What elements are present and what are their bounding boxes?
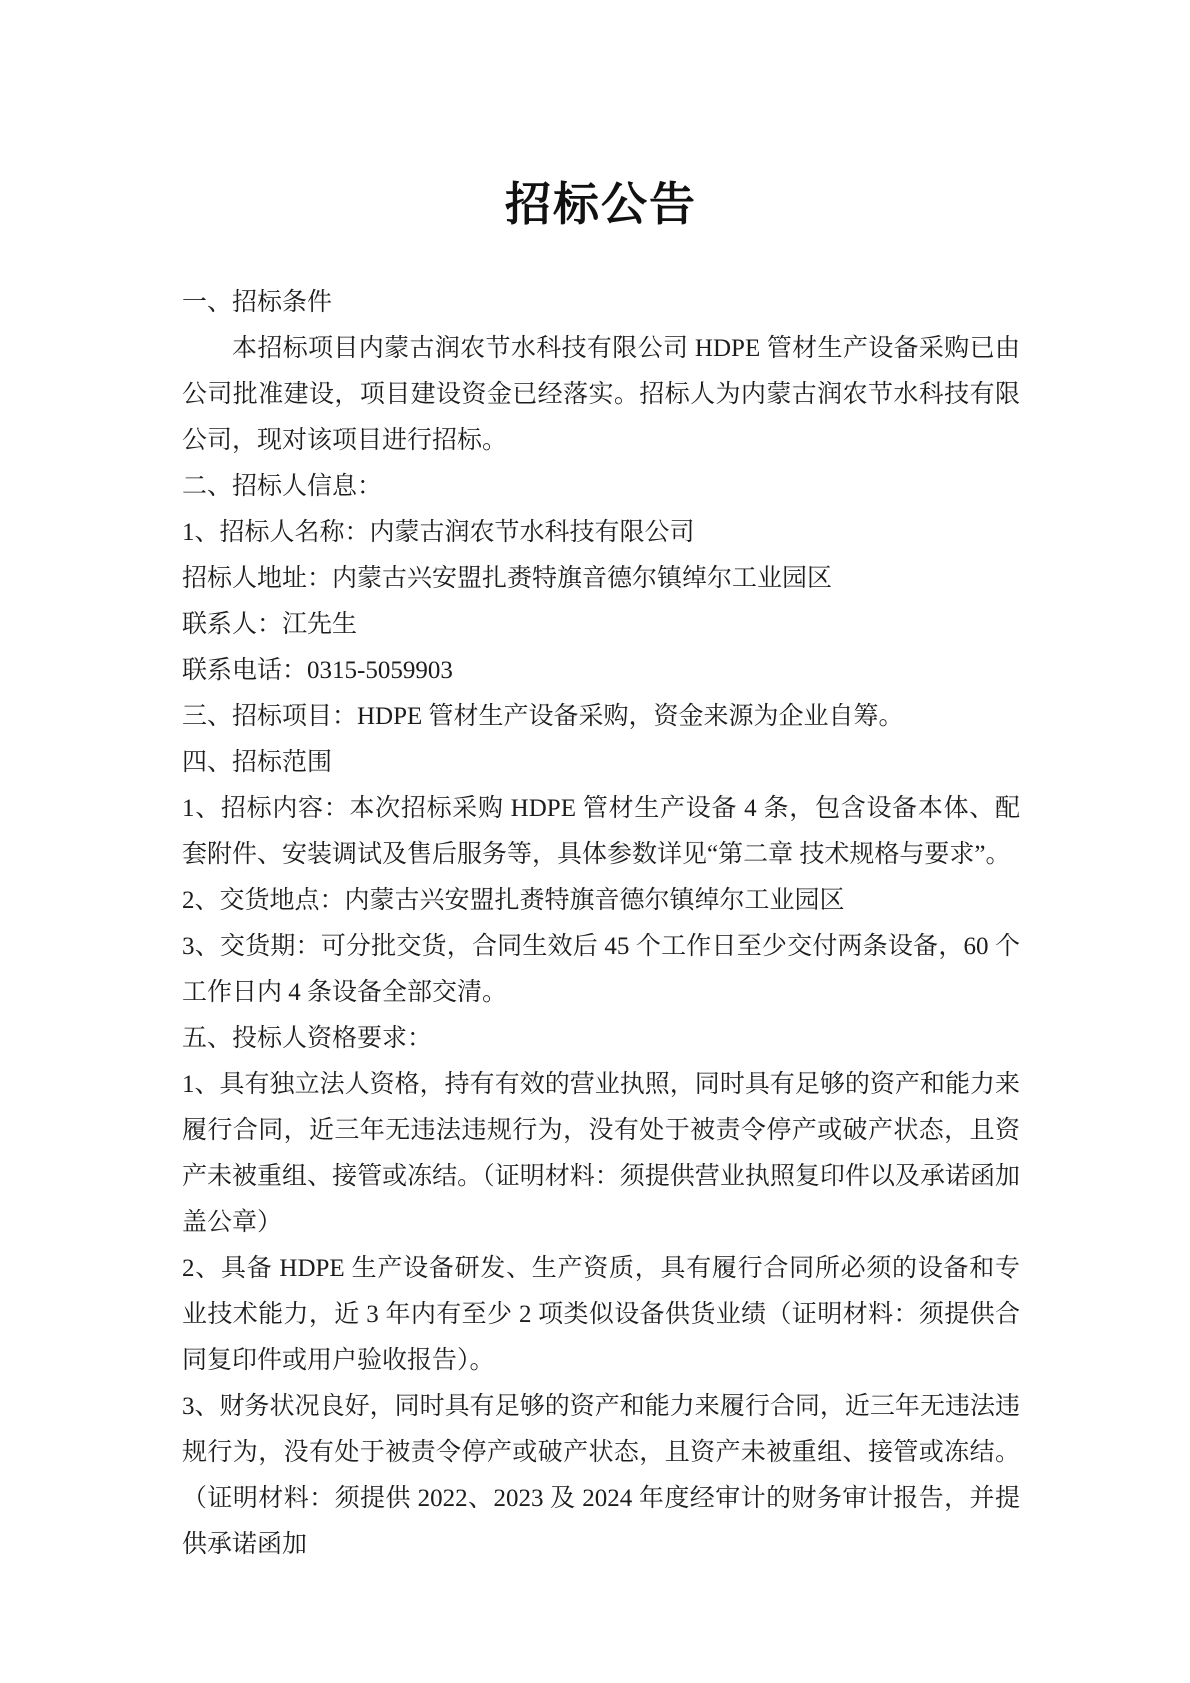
document-body bbox=[182, 280, 1020, 1568]
paragraph: 1、招标内容：本次招标采购 HDPE 管材生产设备 4 条，包含设备本体、配套附件、安装调试及售后服务等，具体参数详见“第二章 技术规格与要求”。 bbox=[182, 795, 1020, 868]
paragraph: 联系人：江先生 bbox=[182, 611, 358, 638]
paragraph: 本招标项目内蒙古润农节水科技有限公司 HDPE 管材生产设备采购已由公司批准建设，项目建设资金已经落实。招标人为内蒙古润农节水科技有限公司，现对该项目进行招标。 bbox=[182, 335, 1020, 454]
paragraph: 3、财务状况良好，同时具有足够的资产和能力来履行合同，近三年无违法违规行为，没有处于被责令停产或破产状态，且资产未被重组、接管或冻结。（证明材料：须提供 2022、2023 及 2024 年度经审计的财务审计报告，并提供承诺函加 bbox=[182, 1393, 1020, 1558]
section-heading: 二、招标人信息： bbox=[182, 473, 383, 500]
paragraph: 联系电话：0315-5059903 bbox=[182, 657, 453, 684]
section-heading: 三、招标项目：HDPE 管材生产设备采购，资金来源为企业自筹。 bbox=[182, 703, 904, 730]
document-title: 招标公告 bbox=[505, 179, 697, 230]
section-heading: 一、招标条件 bbox=[182, 289, 333, 316]
paragraph: 2、具备 HDPE 生产设备研发、生产资质，具有履行合同所必须的设备和专业技术能力，近 3 年内有至少 2 项类似设备供货业绩（证明材料：须提供合同复印件或用户验收报告）。 bbox=[182, 1255, 1020, 1374]
paragraph: 2、交货地点：内蒙古兴安盟扎赉特旗音德尔镇绰尔工业园区 bbox=[182, 887, 845, 914]
section-heading: 五、投标人资格要求： bbox=[182, 1025, 433, 1052]
section-heading: 四、招标范围 bbox=[182, 749, 333, 776]
paragraph: 1、招标人名称：内蒙古润农节水科技有限公司 bbox=[182, 519, 695, 546]
paragraph: 3、交货期：可分批交货，合同生效后 45 个工作日至少交付两条设备，60 个工作日内 4 条设备全部交清。 bbox=[182, 933, 1020, 1006]
paragraph: 招标人地址：内蒙古兴安盟扎赉特旗音德尔镇绰尔工业园区 bbox=[182, 565, 833, 592]
paragraph: 1、具有独立法人资格，持有有效的营业执照，同时具有足够的资产和能力来履行合同，近三年无违法违规行为，没有处于被责令停产或破产状态，且资产未被重组、接管或冻结。（证明材料：须提供营业执照复印件以及承诺函加盖公章） bbox=[182, 1071, 1020, 1236]
